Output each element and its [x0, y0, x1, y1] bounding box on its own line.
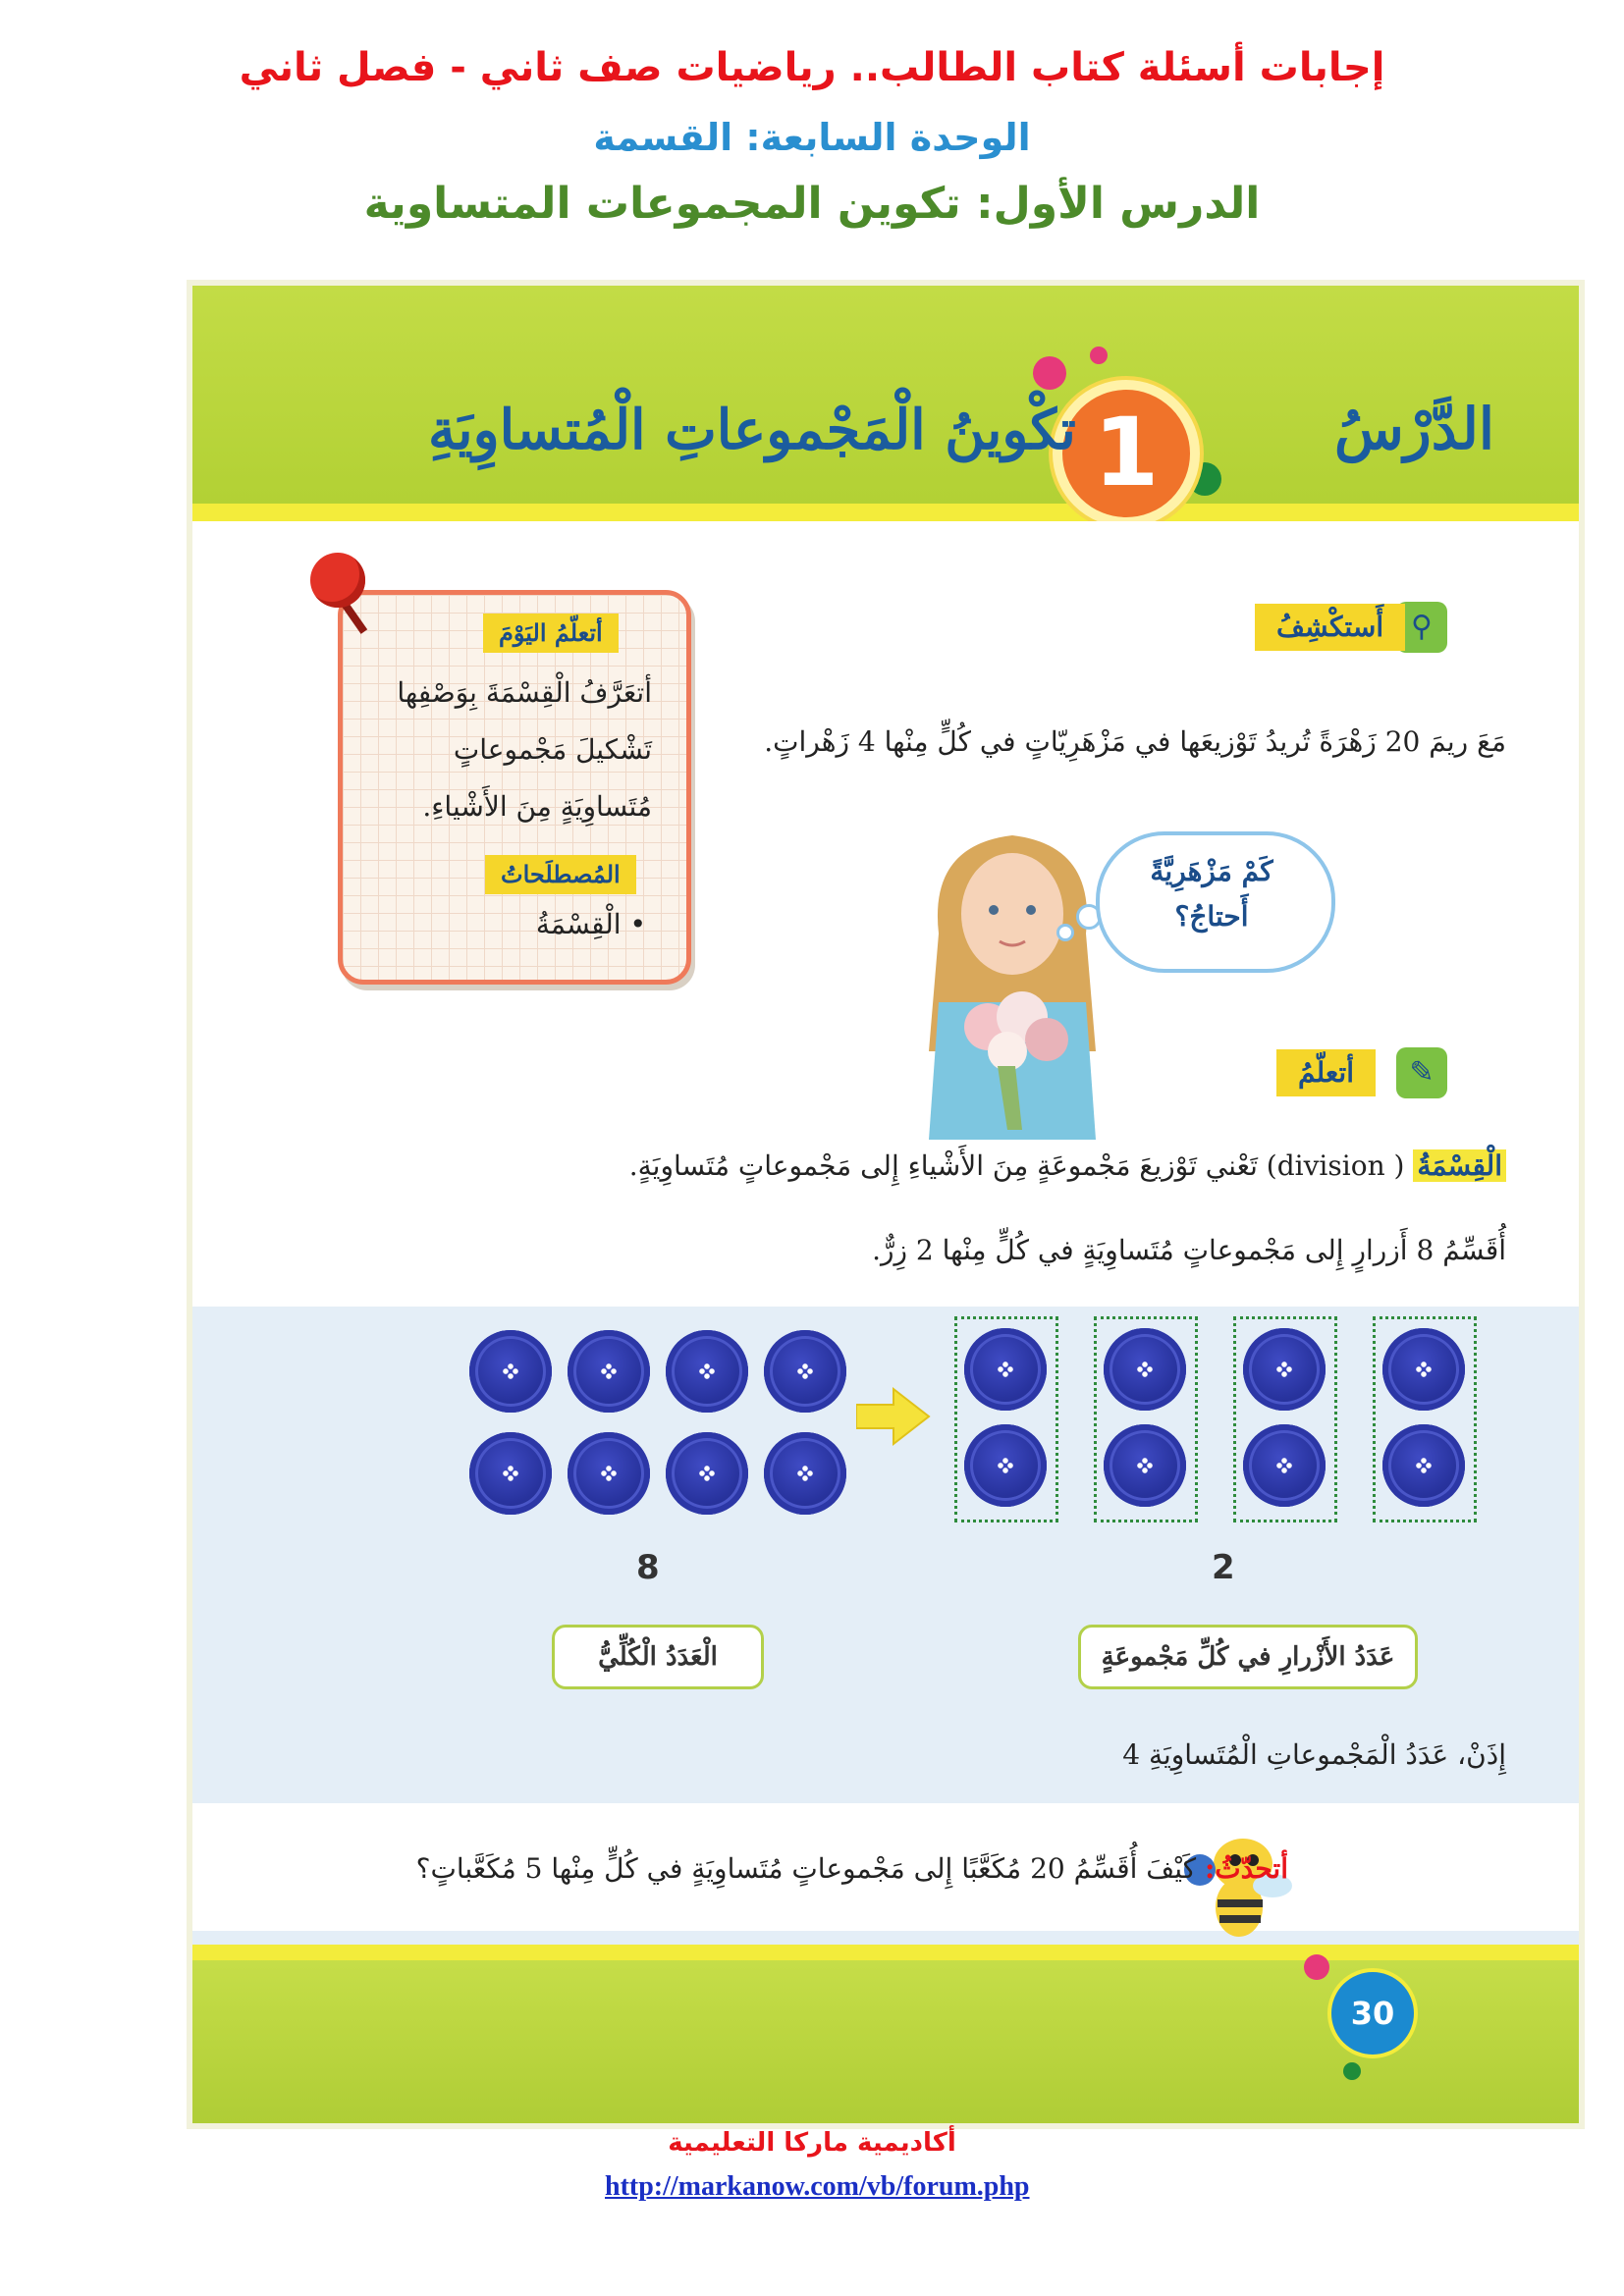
division-term: الْقِسْمَةُ [1413, 1149, 1506, 1182]
lesson-title: تكْوينُ الْمَجْموعاتِ الْمُتساوِيَةِ [428, 398, 1076, 462]
explore-problem: مَعَ ريمَ 20 زَهْرَةً تُريدُ تَوْزيعَها في مَزْهَرِيّاتٍ في كُلٍّ مِنْها 4 زَهْراتٍ. [764, 725, 1506, 758]
button-item [568, 1432, 650, 1515]
thought-text-line1: كَمْ مَزْهَرِيَّةً [1150, 855, 1273, 887]
objective-line2: تَشْكيلَ مَجْموعاتٍ [453, 733, 652, 766]
term-division: • الْقِسْمَةُ [535, 908, 646, 940]
button-item [1104, 1328, 1186, 1411]
forum-link[interactable]: http://markanow.com/vb/forum.php [605, 2171, 1030, 2202]
button-item [1243, 1424, 1326, 1507]
thought-text-line2: أَحتاجُ؟ [1174, 900, 1249, 933]
button-item [764, 1330, 846, 1413]
explore-label: أَستكْشِفُ [1255, 604, 1405, 651]
division-definition-text: ( division) تَعْني تَوْزيعَ مَجْموعَةٍ مِنَ الأَشْياءِ إِلى مَجْموعاتٍ مُتَساوِيَةٍ. [628, 1149, 1405, 1182]
banner-stripe [192, 504, 1579, 521]
doc-title: إجابات أسئلة كتاب الطالب.. رياضيات صف ثاني - فصل ثاني [239, 45, 1385, 90]
button-item [1382, 1424, 1465, 1507]
learn-label: أتعلّمُ [1276, 1049, 1376, 1096]
page-number: 30 [1327, 1968, 1418, 2058]
button-item [1382, 1328, 1465, 1411]
button-item [469, 1432, 552, 1515]
button-item [469, 1330, 552, 1413]
decor-dot-small [1090, 347, 1108, 364]
lesson-number-badge: 1 [1053, 380, 1200, 527]
thought-bubble-dot [1056, 924, 1074, 941]
girl-with-flowers-illustration [899, 816, 1125, 1140]
button-item [666, 1432, 748, 1515]
button-item [568, 1330, 650, 1413]
unit-title: الوحدة السابعة: القسمة [593, 116, 1031, 159]
button-item [1243, 1328, 1326, 1411]
terms-label: المُصطلَحاتُ [485, 855, 636, 894]
lesson-heading: الدرس الأول: تكوين المجموعات المتساوية [363, 179, 1261, 229]
pushpin-icon [310, 553, 365, 608]
objective-line3: مُتَساوِيَةٍ مِنَ الأَشْياءِ. [422, 790, 652, 823]
decor-dot-pink [1304, 1954, 1329, 1980]
total-value: 8 [636, 1548, 660, 1587]
per-group-label: عَدَدُ الأَزْرارِ في كُلِّ مَجْموعَةٍ [1078, 1625, 1418, 1689]
division-definition [629, 1149, 1506, 1182]
button-item [764, 1432, 846, 1515]
conclusion-sentence: إِذَنْ، عَدَدُ الْمَجْموعاتِ الْمُتَساوِيَةِ 4 [1122, 1738, 1506, 1771]
talk-prompt [416, 1852, 1288, 1885]
button-item [964, 1328, 1047, 1411]
button-item [964, 1424, 1047, 1507]
textbook-page [187, 280, 1585, 2129]
lesson-word: الدَّرْسُ [1333, 396, 1494, 462]
example-sentence: أُقَسِّمُ 8 أَزرارٍ إِلى مَجْموعاتٍ مُتَساوِيَةٍ في كُلٍّ مِنْها 2 زِرٌّ. [872, 1234, 1506, 1266]
talk-label: أتحدّثُ: [1204, 1852, 1288, 1885]
decor-dot-pink [1033, 356, 1066, 390]
per-group-value: 2 [1212, 1548, 1235, 1587]
pencil-icon: ✎ [1396, 1047, 1447, 1098]
button-item [666, 1330, 748, 1413]
footer-stripe [192, 1945, 1579, 1960]
academy-name: أكاديمية ماركا التعليمية [668, 2128, 956, 2158]
total-label: الْعَدَدُ الْكُلِّيُّ [552, 1625, 764, 1689]
magnifier-icon: ⚲ [1396, 602, 1447, 653]
talk-question: كَيْفَ أُقَسِّمُ 20 مُكَعَّبًا إِلى مَجْموعاتٍ مُتَساوِيَةٍ في كُلٍّ مِنْها 5 مُكَعَّباتٍ؟ [415, 1852, 1197, 1885]
button-item [1104, 1424, 1186, 1507]
objective-line1: أتعَرَّفُ الْقِسْمَةَ بِوَصْفِها [397, 676, 652, 709]
decor-dot-green [1343, 2062, 1361, 2080]
arrow-right-icon [856, 1385, 931, 1448]
learn-today-label: أتعلّمُ اليَوْمَ [483, 614, 619, 653]
